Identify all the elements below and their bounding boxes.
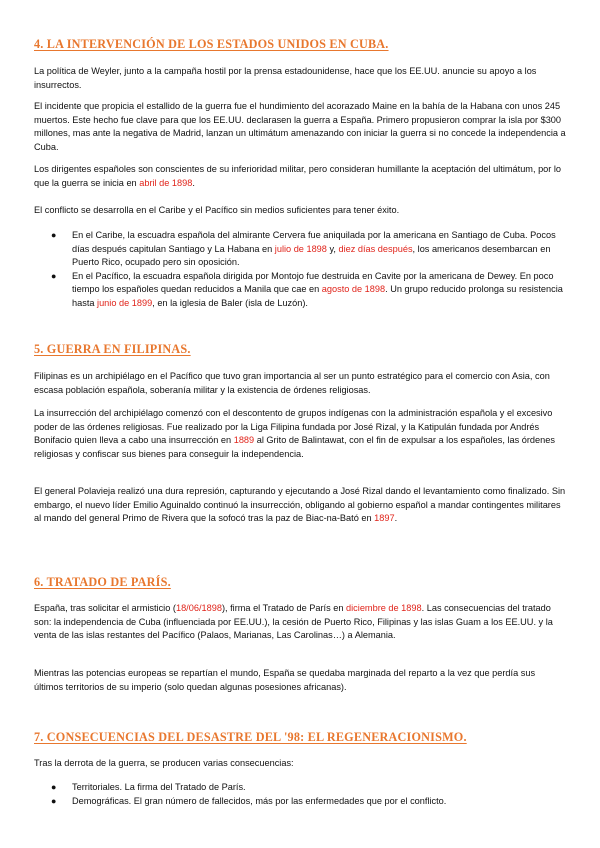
s4-bullet-list	[34, 229, 566, 311]
s4-paragraph-1: La política de Weyler, junto a la campaña hostil por la prensa estadounidense, hace que los EE.UU. anuncie su apoyo a los insurrectos.	[34, 66, 537, 90]
date-highlight: 18/06/1898	[175, 603, 222, 613]
s6-paragraph-1: España, tras solicitar el armisticio (18/06/1898), firma el Tratado de París en diciembre de 1898. Las consecuencias del tratado son: la independencia de Cuba (influenciada por EE.UU.), la cesión de Puerto Rico, Filipinas y las islas Guam a los EE.UU. y la venta de las islas restantes del Pacífico (Palaos, Marianas, Las Carolinas…) a Alemania.	[34, 603, 553, 641]
s4-paragraph-3: Los dirigentes españoles son conscientes de su inferioridad militar, pero consideran humillante la aceptación del ultimátum, por lo que la guerra se inicia en abril de 1898.	[34, 164, 562, 188]
list-item: ● En el Pacífico, la escuadra española dirigida por Montojo fue destruida en Cavite por la americana de Dewey. En poco tiempo los españoles quedan reducidos a Manila que cae en agosto de 1898. Un grupo reducido prolonga su resistencia hasta junio de 1899, en la iglesia de Baler (isla de Luzón).	[51, 270, 563, 308]
bullet-icon: ●	[51, 230, 57, 240]
section-5-heading: 5. GUERRA EN FILIPINAS.	[34, 342, 191, 356]
list-item: ● Territoriales. La firma del Tratado de París.	[34, 781, 566, 795]
list-item: ● En el Caribe, la escuadra española del almirante Cervera fue aniquilada por la americana en Santiago de Cuba. Pocos días después capitulan Santiago y La Habana en julio de 1898 y, diez días después, los americanos desembarcan en Puerto Rico, ocupado pero sin oposición.	[51, 230, 556, 268]
date-highlight: 1897	[374, 513, 395, 524]
date-highlight: julio de 1898	[274, 243, 327, 254]
date-highlight: junio de 1899	[97, 297, 153, 308]
s5-paragraph-1: Filipinas es un archipiélago en el Pacífico que tuvo gran importancia al ser un punto estratégico para el comercio con Asia, con escasa población española, soberanía militar y la existencia de órdenes religiosas.	[34, 371, 550, 395]
list-item: ● Demográficas. El gran número de fallecidos, más por las enfermedades que por el conflicto.	[34, 795, 566, 809]
section-4-heading: 4. LA INTERVENCIÓN DE LOS ESTADOS UNIDOS EN CUBA.	[34, 37, 389, 51]
date-highlight: diez días después	[338, 243, 413, 254]
s4-paragraph-2: El incidente que propicia el estallido de la guerra fue el hundimiento del acorazado Maine en la bahía de la Habana con unos 245 muertos. Este hecho fue clave para que los EE.UU. declarasen la guerra a España. Primero propusieron comprar la isla por $300 millones, mas ante la negativa de Madrid, lanzan un ultimátum amenazando con iniciar la guerra si no concede la independencia a Cuba.	[34, 101, 566, 152]
s5-paragraph-3: El general Polavieja realizó una dura represión, capturando y ejecutando a José Rizal dando el levantamiento como finalizado. Sin embargo, el nuevo líder Emilio Aguinaldo continuó la insurrección, obligando al gobierno español a mandar contingentes militares al mando del general Primo de Rivera que la sofocó tras la paz de Biac-na-Bató en 1897.	[34, 486, 566, 524]
date-highlight: agosto de 1898	[321, 284, 386, 295]
date-highlight: abril de 1898	[139, 177, 193, 188]
s4-paragraph-4: El conflicto se desarrolla en el Caribe y el Pacífico sin medios suficientes para tener éxito.	[34, 205, 400, 215]
s5-paragraph-2: La insurrección del archipiélago comenzó con el descontento de grupos indígenas con la administración española y el excesivo poder de las órdenes religiosas. Fue realizado por la Liga Filipina fundada por José Rizal, y la Katipulán fundada por Andrés Bonifacio quien lleva a cabo una insurrección en 1889 al Grito de Balintawat, con el fin de expulsar a los españoles, las órdenes religiosas y confiscar sus bienes para conseguir la independencia.	[34, 408, 555, 459]
s6-paragraph-2: Mientras las potencias europeas se repartían el mundo, España se quedaba marginada del reparto a la vez que perdía sus últimos territorios de su imperio (solo quedan algunas posesiones africanas).	[34, 668, 536, 692]
bullet-icon: ●	[51, 795, 57, 806]
section-7-heading: 7. CONSECUENCIAS DEL DESASTRE DEL '98: EL REGENERACIONISMO.	[34, 730, 467, 744]
s7-paragraph-1: Tras la derrota de la guerra, se producen varias consecuencias:	[34, 758, 294, 768]
date-highlight: diciembre de 1898	[346, 603, 422, 613]
date-highlight: 1889	[233, 435, 255, 446]
s7-bullet-list	[34, 781, 566, 808]
section-6-heading: 6. TRATADO DE PARÍS.	[34, 575, 171, 589]
bullet-icon: ●	[51, 782, 57, 792]
bullet-icon: ●	[51, 270, 57, 281]
